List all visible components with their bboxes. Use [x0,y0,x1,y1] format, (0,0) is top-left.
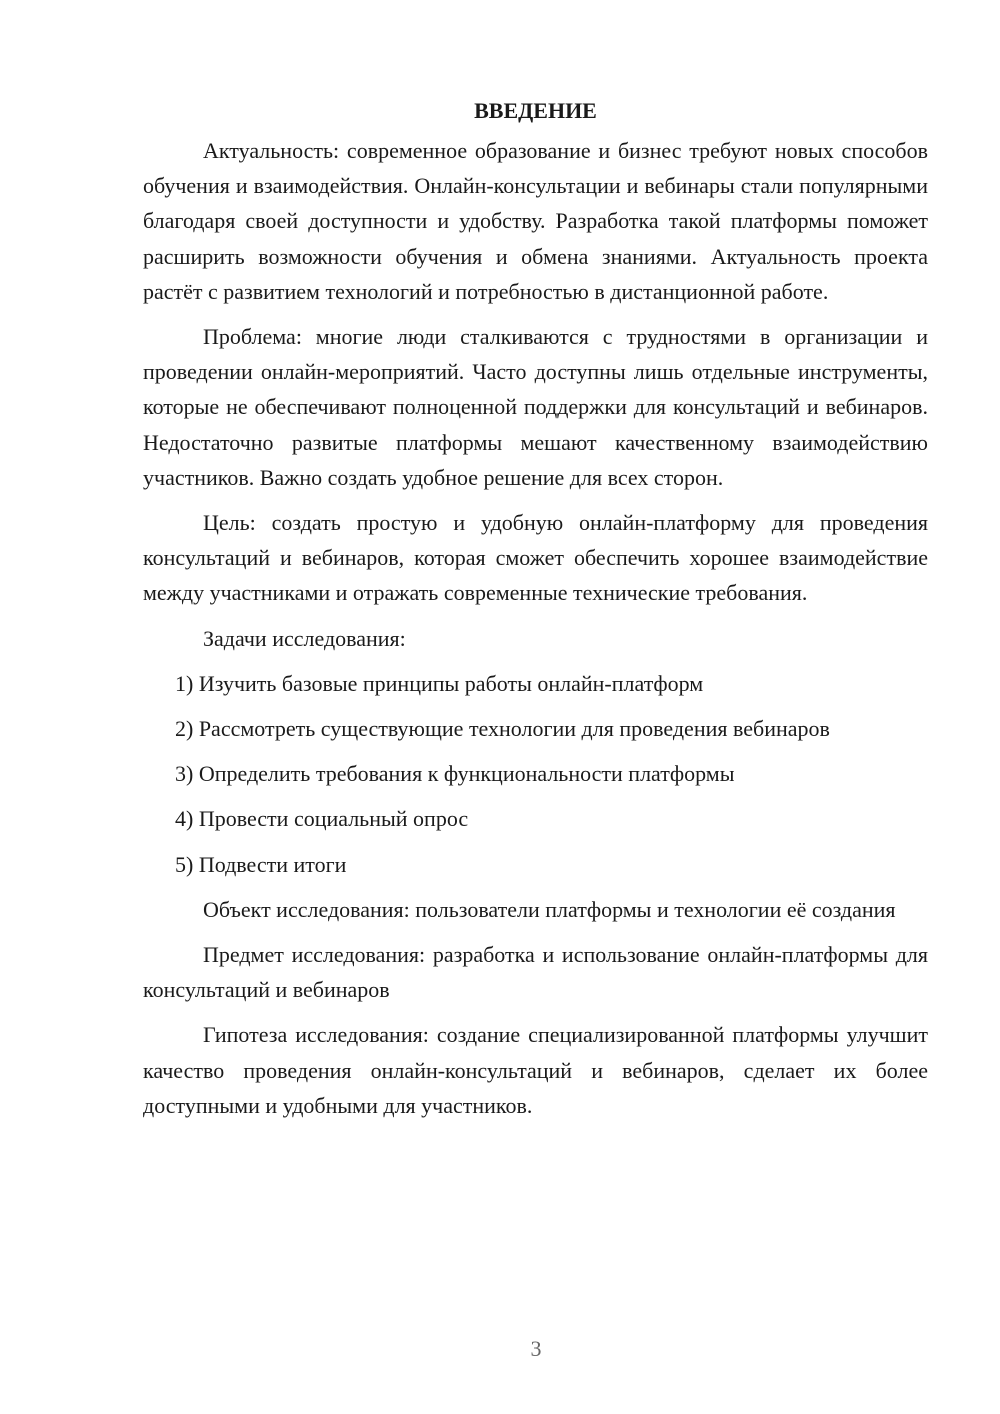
tasks-heading: Задачи исследования: [203,625,406,651]
page-number: 3 [530,1336,542,1361]
task-item: 3) Определить требования к функциональности платформы [175,761,735,787]
page-title: ВВЕДЕНИЕ [474,98,597,123]
task-item: 4) Провести социальный опрос [175,806,469,832]
tasks-list [143,666,928,882]
relevance-paragraph: Актуальность: современное образование и бизнес требуют новых способов обучения и взаимодействия. Онлайн-консультации и вебинары стали популярными благодаря своей доступности и удобству. Разработка такой платформы поможет расширить возможности обучения и обмена знаниями. Актуальность проекта растёт с развитием технологий и потребностью в дистанционной работе. [143,138,928,304]
problem-paragraph: Проблема: многие люди сталкиваются с трудностями в организации и проведении онлайн-мероприятий. Часто доступны лишь отдельные инструменты, которые не обеспечивают полноценной поддержки для консультаций и вебинаров. Недостаточно развитые платформы мешают качественному взаимодействию участников. Важно создать удобное решение для всех сторон. [143,324,928,490]
task-item: 1) Изучить базовые принципы работы онлайн-платформ [175,670,704,696]
goal-paragraph: Цель: создать простую и удобную онлайн-платформу для проведения консультаций и вебинаров, которая сможет обеспечить хорошее взаимодействие между участниками и отражать современные технические требования. [143,510,928,606]
document-page [143,96,928,1133]
task-item: 5) Подвести итоги [175,851,347,877]
object-paragraph: Объект исследования: пользователи платформы и технологии её создания [203,896,896,922]
hypothesis-paragraph: Гипотеза исследования: создание специализированной платформы улучшит качество проведения онлайн-консультаций и вебинаров, сделает их более доступными и удобными для участников. [143,1022,928,1118]
task-item: 2) Рассмотреть существующие технологии для проведения вебинаров [175,716,830,742]
subject-paragraph: Предмет исследования: разработка и использование онлайн-платформы для консультаций и вебинаров [143,942,928,1003]
